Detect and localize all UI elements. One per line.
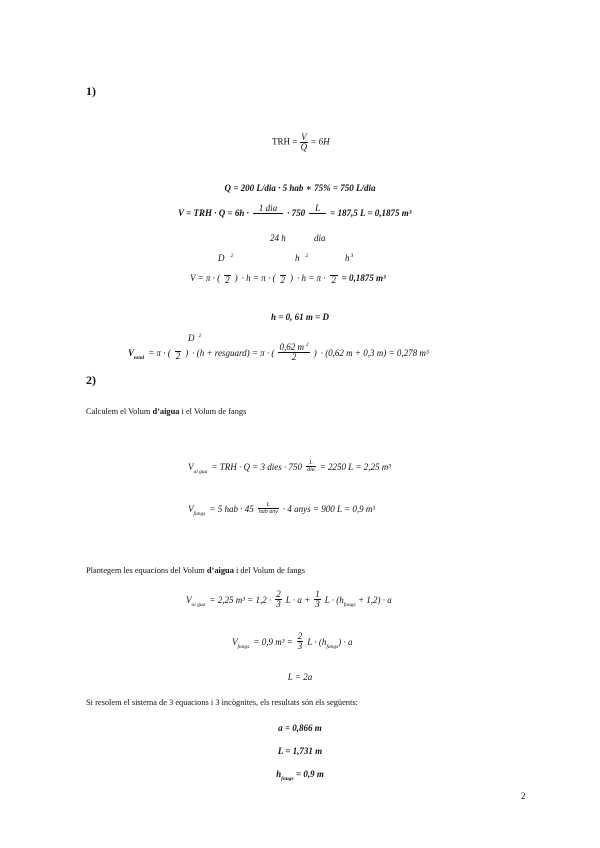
e1-fraction-2-num: 1	[315, 589, 320, 599]
volume-fraction-1-den-space	[253, 214, 283, 220]
cylinder-equation	[190, 268, 386, 286]
trh-denominator: Q	[300, 142, 308, 152]
vt-fraction-1-den: 2	[175, 350, 181, 361]
vf-fraction	[258, 502, 279, 515]
e1-c	[324, 595, 392, 608]
e1-fraction-2-den: 3	[315, 599, 320, 609]
cyl-part-d: )	[290, 273, 294, 283]
trh-fraction	[300, 133, 309, 152]
e2-v-base: V	[232, 637, 238, 648]
e1-v-base: V	[186, 595, 192, 606]
cyl-sup-1-base: D	[218, 253, 225, 263]
volume-denominator-1: 24 h	[270, 233, 286, 243]
paragraph-equations	[86, 566, 305, 575]
vf-rhs: · 4 anys = 900 L = 0,9 m³	[282, 504, 376, 514]
vt-part-a: = π · (	[148, 348, 171, 359]
paragraph-calc-volumes	[86, 407, 246, 416]
va-fraction-num: L	[306, 460, 316, 467]
vf-mid: = 5 hab · 45	[209, 504, 254, 514]
e2-v	[232, 637, 250, 650]
volume-mid: · 750	[287, 208, 306, 218]
trh-numerator: V	[301, 132, 307, 142]
sludge-volume-equation	[188, 499, 375, 517]
e1-v	[186, 595, 206, 608]
vt-fraction-2	[278, 343, 309, 362]
height-result: h = 0, 61 m = D	[270, 312, 329, 322]
volume-denominator-2: dia	[314, 233, 326, 243]
volume-fraction-1	[253, 204, 283, 220]
vt-fraction-2-num-text: 0,62 m	[279, 342, 304, 352]
cyl-sup-2-exp: 2	[305, 253, 309, 259]
cyl-part-e: · h = π ·	[297, 273, 326, 283]
result-h-base: h	[276, 769, 282, 779]
result-h-sub: fangs	[281, 775, 294, 782]
vt-num-base: D	[188, 333, 195, 343]
e2-a: = 0,9 m³ =	[253, 637, 293, 648]
trh-rhs: = 6H	[310, 136, 330, 147]
vt-part-b: )	[185, 348, 189, 359]
e1-a: = 2,25 m³ = 1,2 ·	[209, 595, 272, 606]
va-v	[188, 462, 208, 475]
vt-lhs	[128, 348, 145, 361]
e2-b-sub: fangs	[326, 643, 339, 650]
system-equation-3: L = 2a	[287, 672, 313, 682]
cyl-fraction-2-den: 2	[280, 275, 286, 286]
cyl-part-f: = 0,1875 m³	[341, 273, 386, 283]
vf-fraction-den: hab any	[258, 508, 278, 515]
volume-rhs: = 187,5 L = 0,1875 m³	[330, 208, 412, 218]
e2-b-text: L · (h	[307, 637, 327, 648]
vt-lhs-sub: total	[134, 354, 145, 361]
va-mid: = TRH · Q = 3 dies · 750	[211, 462, 303, 472]
p2-text-b: d’aigua	[206, 566, 234, 575]
e1-b: L · a +	[285, 595, 311, 606]
va-v-base: V	[188, 462, 194, 472]
result-a: a = 0,866 m	[278, 723, 322, 733]
vt-fraction-2-exp: 2	[305, 342, 309, 348]
flow-equation: Q = 200 L/dia · 5 hab ∗ 75% = 750 L/dia	[224, 183, 376, 193]
p2-text-c: i del Volum de fangs	[233, 566, 305, 575]
e2-c-text: ) · a	[338, 637, 353, 648]
cyl-part-a: V = π · (	[190, 273, 221, 283]
va-fraction-den: dia	[307, 466, 315, 473]
vf-fraction-num: L	[258, 502, 279, 509]
cyl-fraction-1	[224, 269, 231, 285]
cyl-fraction-2	[280, 269, 287, 285]
result-h-fangs	[0, 769, 600, 782]
vt-fraction-1	[175, 345, 182, 361]
vf-v-base: V	[188, 504, 194, 514]
vt-part-d: )	[313, 348, 317, 359]
volume-equation	[178, 203, 412, 221]
cyl-sup-1-exp: 2	[230, 253, 234, 259]
va-rhs: = 2250 L = 2,25 m³	[319, 462, 391, 472]
trh-lhs: TRH =	[272, 136, 298, 147]
cyl-sup-3	[345, 253, 353, 263]
cyl-fraction-1-den: 2	[225, 275, 230, 286]
e1-c-sub: fangs	[343, 601, 356, 608]
volume-lhs: V = TRH · Q = 6h ·	[178, 208, 249, 218]
volume-fraction-2-den-space	[309, 214, 326, 220]
cyl-sup-2	[295, 253, 308, 263]
e2-fraction-num: 2	[297, 631, 303, 641]
system-equation-1	[186, 590, 392, 609]
p1-text-b: d’aigua	[152, 407, 180, 416]
cyl-fraction-3-den: 2	[331, 275, 336, 286]
paragraph-solve: Si resolem el sistema de 3 equacions i 3 incògnites, els resultats són els següents:	[86, 698, 358, 707]
volume-fraction-2-num: L	[309, 204, 326, 214]
vt-part-e: · (0,62 m + 0,3 m) = 0,278 m³	[320, 348, 429, 359]
total-volume-equation	[128, 343, 429, 362]
e2-b	[307, 637, 353, 650]
section-2-heading: 2)	[86, 373, 96, 387]
cyl-part-b: )	[234, 273, 238, 283]
vf-v	[188, 504, 206, 517]
cyl-sup-3-exp: 3	[350, 253, 354, 259]
page-number: 2	[521, 791, 526, 801]
e1-fraction-2	[314, 590, 321, 609]
volume-fraction-2	[309, 204, 326, 220]
cyl-sup-1	[218, 253, 233, 263]
e1-d-text: + 1,2) · a	[355, 595, 392, 606]
e1-v-sub: ai gua	[191, 601, 206, 608]
volume-fraction-1-num: 1 dia	[253, 204, 283, 214]
e2-fraction-den: 3	[297, 641, 303, 651]
section-1-heading: 1)	[86, 84, 96, 98]
trh-equation	[272, 133, 330, 152]
vt-num-d	[188, 333, 201, 343]
e1-fraction-1-den: 3	[276, 599, 281, 609]
p2-text-a: Plantegem les equacions del Volum	[86, 566, 207, 575]
e2-fraction	[297, 632, 304, 651]
vt-part-c: · (h + resguard) = π · (	[192, 348, 275, 359]
cyl-fraction-3	[330, 269, 338, 285]
cyl-sup-2-base: h	[295, 253, 300, 263]
result-l: L = 1,731 m	[277, 746, 323, 756]
e1-fraction-1-num: 2	[276, 589, 281, 599]
vt-lhs-v: V	[128, 348, 135, 359]
vt-fraction-2-den: 2	[291, 352, 297, 362]
e1-c-text: L · (h	[324, 595, 344, 606]
cyl-sup-3-base: h	[345, 253, 350, 263]
result-h-rhs: = 0,9 m	[293, 769, 324, 779]
e2-v-sub: fangs	[237, 643, 250, 650]
water-volume-equation	[188, 457, 391, 475]
vt-num-exp: 2	[198, 333, 202, 339]
va-v-sub: ai gua	[193, 468, 208, 475]
system-equation-2	[232, 632, 353, 651]
p1-text-a: Calculem el Volum	[86, 407, 153, 416]
vf-v-sub: fangs	[193, 510, 206, 517]
va-fraction	[306, 460, 316, 473]
p1-text-c: i el Volum de fangs	[179, 407, 247, 416]
cyl-part-c: · h = π · (	[241, 273, 276, 283]
e1-fraction-1	[275, 590, 282, 609]
